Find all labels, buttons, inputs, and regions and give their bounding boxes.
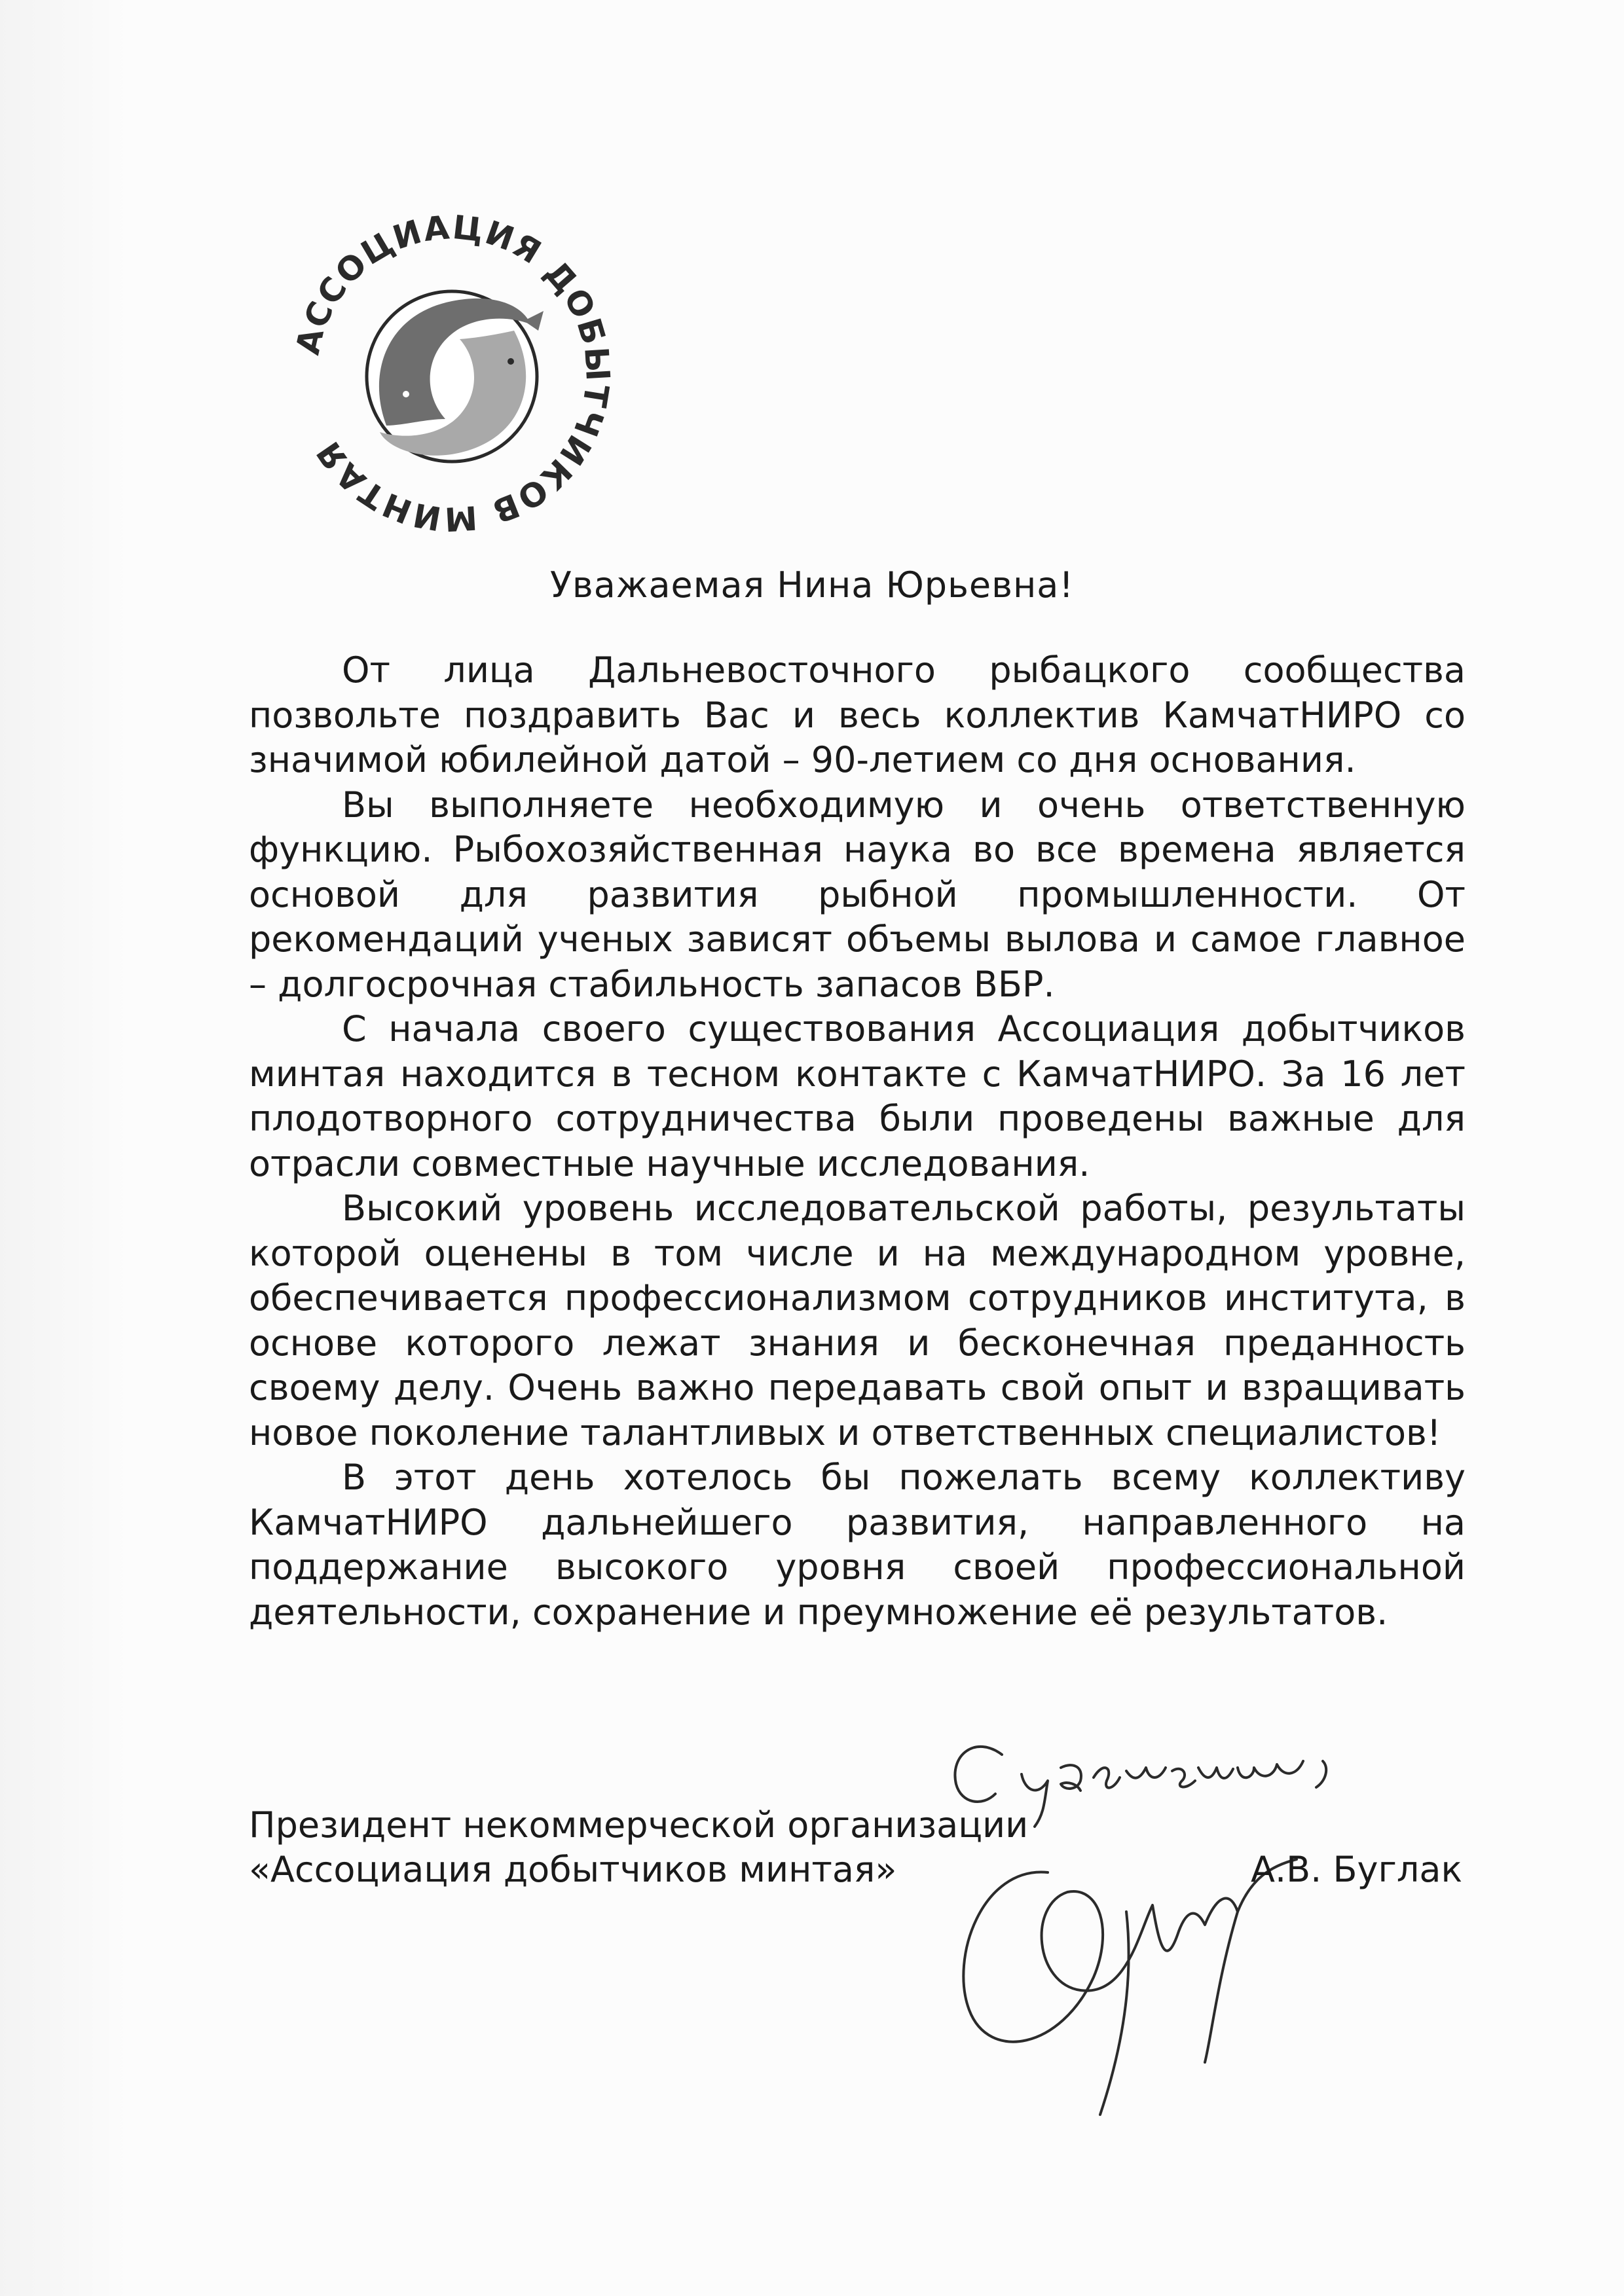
- greeting: Уважаемая Нина Юрьевна!: [549, 564, 1074, 606]
- logo-ring-text: АССОЦИАЦИЯ ДОБЫТЧИКОВ МИНТАЯ: [288, 210, 616, 537]
- signatory-position: [249, 1803, 1028, 1892]
- organization-line: «Ассоциация добытчиков минтая»: [249, 1849, 897, 1890]
- paragraph: Высокий уровень исследовательской работы, результаты которой оценены в том числе и на международном уровне, обеспечивается профессионализмом сотрудников института, в основе которого лежат знания и бесконечная преданность своему делу. Очень важно передавать свой опыт и взращивать новое поколение талантливых и ответственных специалистов!: [249, 1188, 1466, 1453]
- paragraph: Вы выполняете необходимую и очень ответственную функцию. Рыбохозяйственная наука во все времена является основой для развития рыбной промышленности. От рекомендаций ученых зависят объемы вылова и самое главное – долгосрочная стабильность запасов ВБР.: [249, 784, 1466, 1005]
- scan-shadow: [0, 0, 131, 2296]
- position-line: Президент некоммерческой организации: [249, 1804, 1029, 1846]
- paragraph: От лица Дальневосточного рыбацкого сообщества позвольте поздравить Вас и весь коллектив КамчатНИРО со значимой юбилейной датой – 90-летием со дня основания.: [249, 649, 1466, 780]
- signatory-name: А.В. Буглак: [1251, 1849, 1463, 1890]
- letter-body: [249, 648, 1466, 1635]
- paragraph: С начала своего существования Ассоциация добытчиков минтая находится в тесном контакте с КамчатНИРО. За 16 лет плодотворного сотрудничества были проведены важные для отрасли совместные научные исследования.: [249, 1008, 1466, 1184]
- fish-emblem-icon: [288, 210, 616, 537]
- paragraph: В этот день хотелось бы пожелать всему коллективу КамчатНИРО дальнейшего развития, направленного на поддержание высокого уровня своей профессиональной деятельности, сохранение и преумножение её результатов.: [249, 1457, 1466, 1633]
- signature-icon: [930, 1696, 1467, 2167]
- association-logo: [288, 210, 616, 537]
- handwritten-closing-and-signature: [930, 1696, 1467, 2167]
